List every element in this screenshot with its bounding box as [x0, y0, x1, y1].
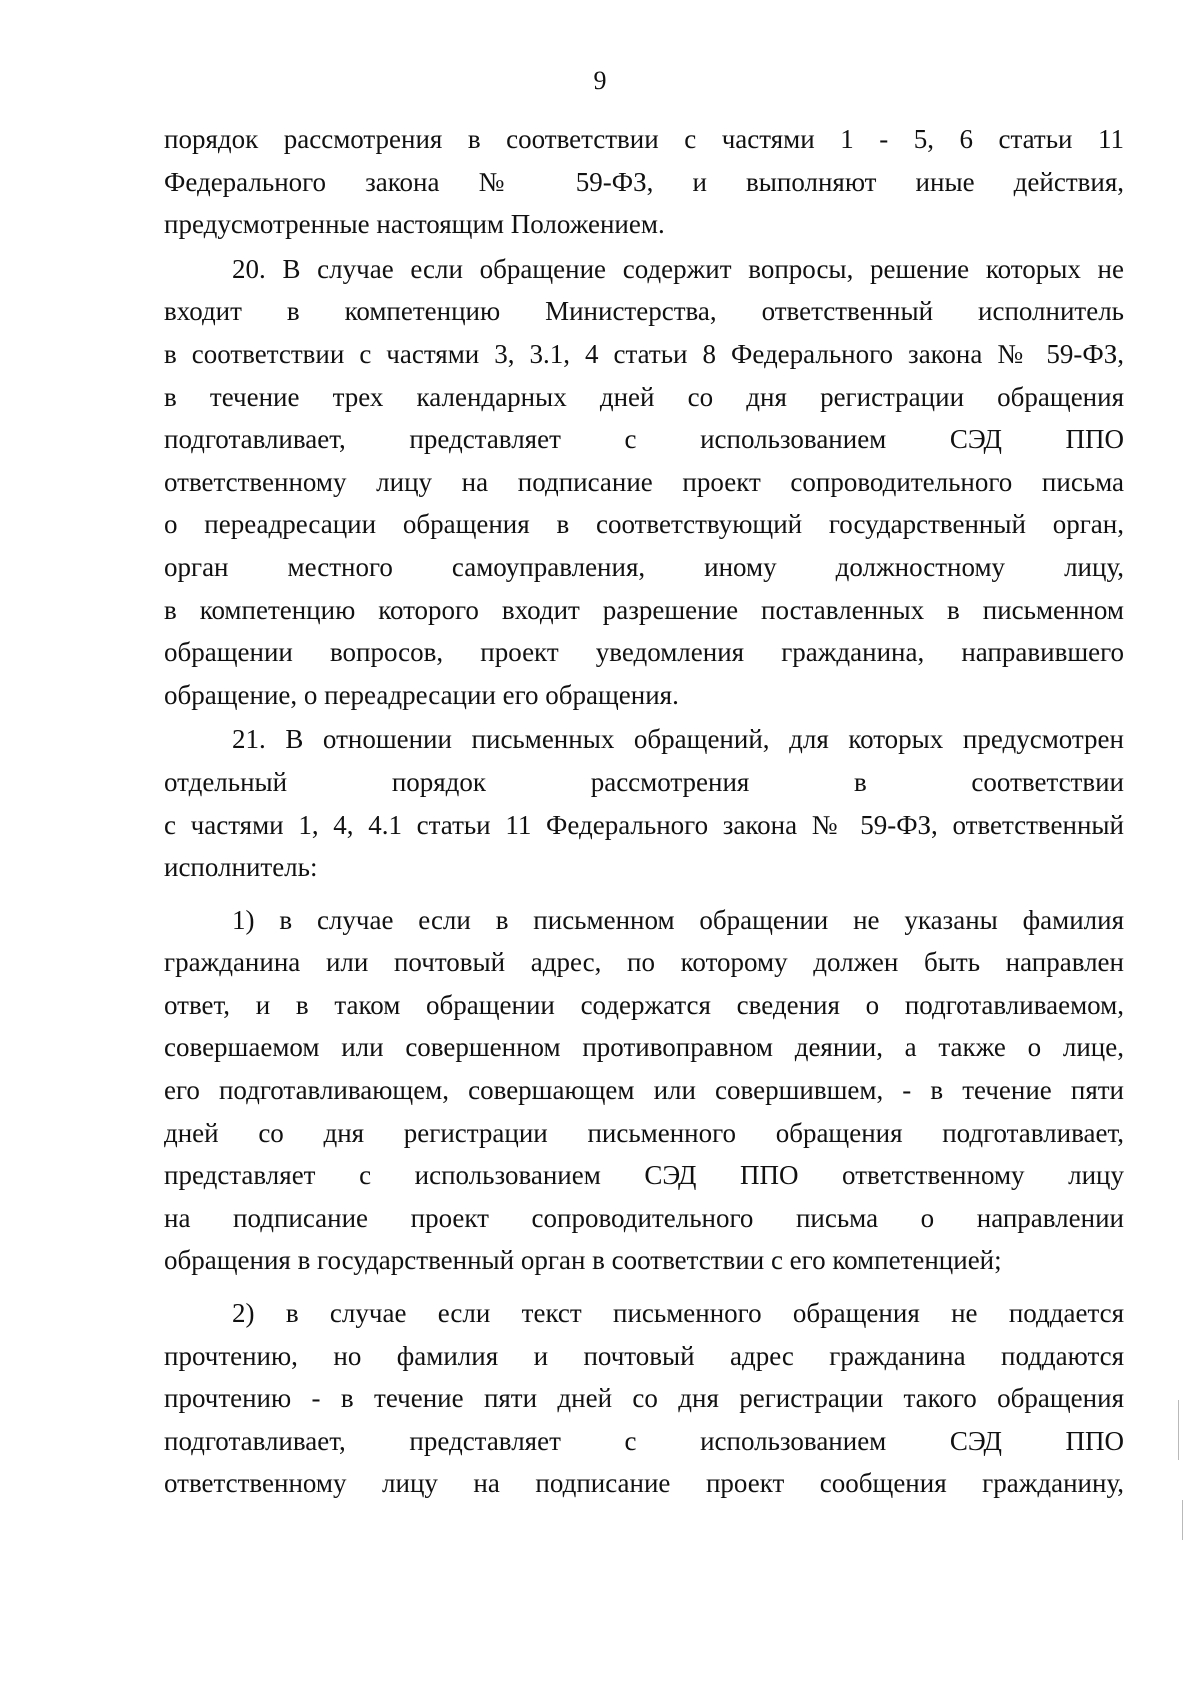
text-line: 2) в случае если текст письменного обращения не поддается: [232, 1298, 1124, 1329]
text-line: с частями 1, 4, 4.1 статьи 11 Федерального закона № 59-ФЗ, ответственный: [164, 809, 1124, 840]
text-line: 20. В случае если обращение содержит вопросы, решение которых не: [232, 253, 1124, 284]
paragraph-item-21: [164, 718, 1124, 888]
text-line: входит в компетенцию Министерства, ответственный исполнитель: [164, 296, 1124, 327]
text-line: исполнитель:: [164, 852, 318, 883]
text-line: в течение трех календарных дней со дня регистрации обращения: [164, 381, 1124, 412]
scan-artifact: [1178, 1400, 1179, 1460]
text-line: его подготавливающем, совершающем или совершившем, - в течение пяти: [164, 1075, 1124, 1106]
text-line: отдельный порядок рассмотрения в соответствии: [164, 766, 1124, 797]
paragraph-subitem-2: [164, 1292, 1124, 1505]
text-line: гражданина или почтовый адрес, по которому должен быть направлен: [164, 947, 1124, 978]
document-body: [164, 118, 1124, 1505]
page-number: 9: [593, 66, 607, 95]
text-line: Федерального закона № 59-ФЗ, и выполняют иные действия,: [164, 166, 1124, 197]
text-line: предусмотренные настоящим Положением.: [164, 209, 665, 240]
text-line: ответственному лицу на подписание проект сопроводительного письма: [164, 466, 1124, 497]
text-line: о переадресации обращения в соответствующий государственный орган,: [164, 509, 1124, 540]
text-line: подготавливает, представляет с использованием СЭД ППО: [164, 424, 1124, 455]
text-line: ответ, и в таком обращении содержатся сведения о подготавливаемом,: [164, 989, 1124, 1020]
text-line: ответственному лицу на подписание проект сообщения гражданину,: [164, 1468, 1124, 1499]
text-line: орган местного самоуправления, иному должностному лицу,: [164, 551, 1124, 582]
paragraph-item-20: [164, 248, 1124, 717]
text-line: 1) в случае если в письменном обращении не указаны фамилия: [232, 904, 1124, 935]
text-line: обращение, о переадресации его обращения.: [164, 679, 679, 710]
text-line: на подписание проект сопроводительного письма о направлении: [164, 1202, 1124, 1233]
text-line: прочтению - в течение пяти дней со дня регистрации такого обращения: [164, 1383, 1124, 1414]
scan-artifact: [1182, 1500, 1183, 1540]
paragraph-subitem-1: [164, 899, 1124, 1282]
text-line: в компетенцию которого входит разрешение поставленных в письменном: [164, 594, 1124, 625]
text-line: обращении вопросов, проект уведомления гражданина, направившего: [164, 637, 1124, 668]
text-line: дней со дня регистрации письменного обращения подготавливает,: [164, 1117, 1124, 1148]
text-line: совершаемом или совершенном противоправном деянии, а также о лице,: [164, 1032, 1124, 1063]
text-line: 21. В отношении письменных обращений, для которых предусмотрен: [232, 724, 1124, 755]
text-line: подготавливает, представляет с использованием СЭД ППО: [164, 1425, 1124, 1456]
paragraph-continuation: [164, 118, 1124, 246]
text-line: в соответствии с частями 3, 3.1, 4 статьи 8 Федерального закона № 59-ФЗ,: [164, 338, 1124, 369]
text-line: прочтению, но фамилия и почтовый адрес гражданина поддаются: [164, 1340, 1124, 1371]
text-line: обращения в государственный орган в соответствии с его компетенцией;: [164, 1245, 1002, 1276]
text-line: порядок рассмотрения в соответствии с частями 1 - 5, 6 статьи 11: [164, 124, 1124, 154]
text-line: представляет с использованием СЭД ППО ответственному лицу: [164, 1160, 1124, 1191]
